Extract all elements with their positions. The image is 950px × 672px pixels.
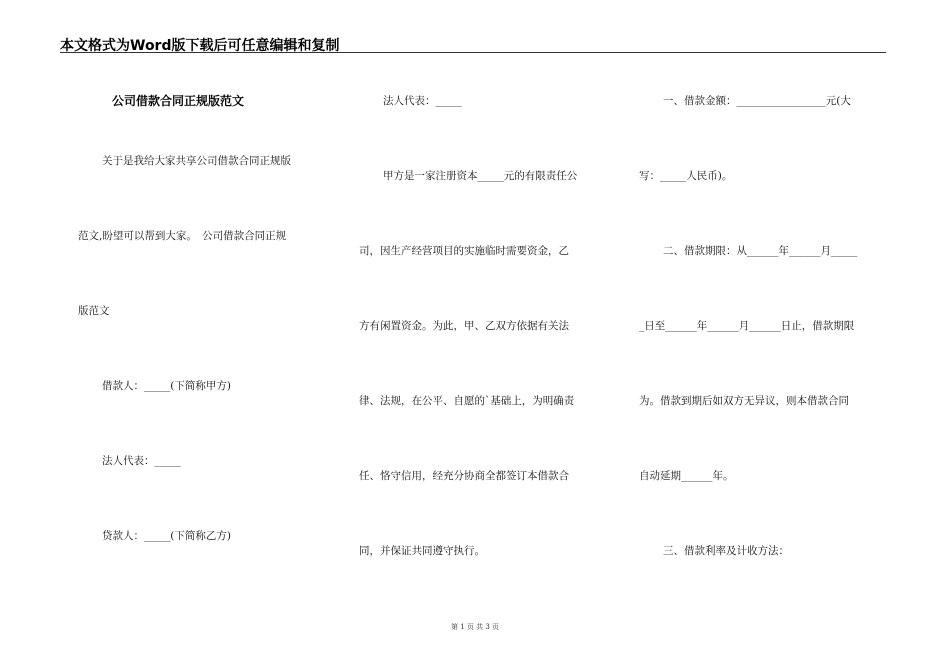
legal-rep-line: 法人代表：_____: [383, 95, 462, 107]
paragraph-line: 同，并保证共同遵守执行。: [359, 545, 485, 557]
clause-term-line: 二、借款期限：从______年______月_____: [663, 245, 858, 257]
clause-interest-line: 三、借款利率及计收方法：: [663, 545, 789, 557]
paragraph-line: 范文,盼望可以帮到大家。 公司借款合同正规: [78, 230, 287, 242]
paragraph-line: 司，因生产经营项目的实施临时需要资金，乙: [359, 245, 569, 257]
paragraph-line: _日至______年______月______日止，借款期限: [639, 320, 855, 332]
column-3: [639, 58, 889, 618]
paragraph-line: 为。借款到期后如双方无异议，则本借款合同: [639, 395, 849, 407]
paragraph-line: 写：_____人民币)。: [639, 170, 733, 182]
paragraph-line: 任、恪守信用，经充分协商全都签订本借款合: [359, 470, 569, 482]
paragraph-line: 自动延期______年。: [639, 470, 734, 482]
borrower-line: 借款人：_____(下简称甲方): [102, 380, 231, 392]
document-banner: 本文格式为Word版下载后可任意编辑和复制: [60, 38, 340, 54]
header-divider: [60, 52, 886, 53]
document-page: [60, 58, 886, 618]
column-2: [359, 58, 609, 618]
legal-rep-line: 法人代表：_____: [102, 455, 181, 467]
paragraph-line: 甲方是一家注册资本_____元的有限责任公: [383, 170, 578, 182]
paragraph-line: 方有闲置资金。为此，甲、乙双方依据有关法: [359, 320, 569, 332]
column-1: [74, 58, 324, 618]
paragraph-line: 关于是我给大家共享公司借款合同正规版: [102, 155, 291, 167]
page-number: 第 1 页 共 3 页: [450, 623, 500, 631]
paragraph-line: 版范文: [78, 305, 110, 317]
lender-line: 贷款人：_____(下简称乙方): [102, 530, 231, 542]
clause-amount-line: 一、借款金额：_________________元(大: [663, 95, 851, 107]
paragraph-line: 律、法规，在公平、自愿的`基础上，为明确责: [359, 395, 575, 407]
document-title: 公司借款合同正规版范文: [112, 94, 245, 108]
